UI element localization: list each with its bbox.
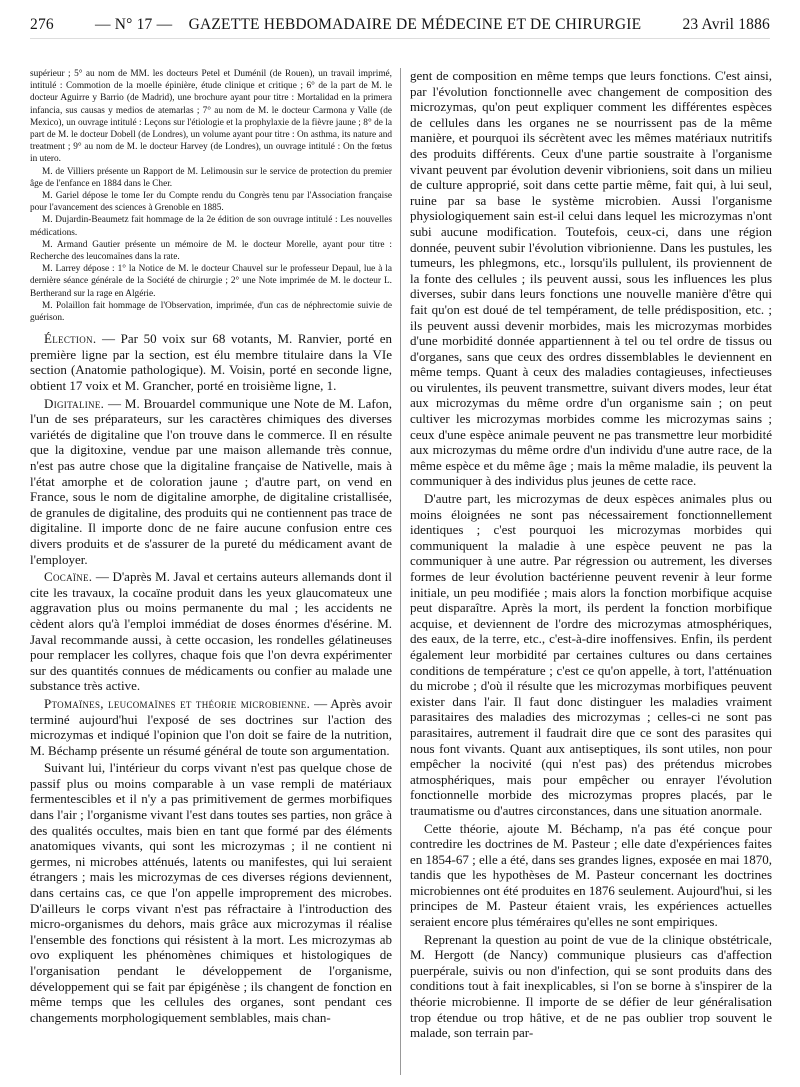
cocaine-heading: Cocaïne. bbox=[44, 569, 93, 585]
notice-paragraph: M. Larrey dépose : 1° la Notice de M. le docteur Chauvel sur le professeur Depaul, lue à la dernière séance générale de la Société de chirurgie ; 2° une Note imprimée de M. le docteur L. Bertherand sur la rage en Algérie. bbox=[30, 264, 392, 299]
election-text: — Par 50 voix sur 68 votants, M. Ranvier, porté en première ligne par la section, est élu membre titulaire dans la VIe section (Anatomie pathologique). M. Voisin, porté en seconde ligne, obtient 17 voix et M. Grancher, porté en troisième ligne, 1. bbox=[30, 331, 392, 394]
academy-notices bbox=[30, 68, 392, 324]
digitaline-section bbox=[30, 396, 392, 568]
right-column bbox=[410, 68, 772, 1075]
page-header bbox=[30, 8, 770, 39]
election-section bbox=[30, 331, 392, 393]
notice-paragraph: M. Polaillon fait hommage de l'Observation, imprimée, d'un cas de néphrectomie suivie de guérison. bbox=[30, 300, 392, 324]
digitaline-text: — M. Brouardel communique une Note de M. Lafon, l'un de ses préparateurs, sur les caractères chimiques des diverses variétés de digitaline que l'on trouve dans le commerce. Il en résulte que la digitoxine, vendue par une maison allemande très connue, n'est pas autre chose que la digitaline française de Nativelle, mais à l'état amorphe et de coloration jaune ; d'autre part, on vend en France, sous le nom de digitaline amorphe, de digitaline cristallisée, de granules de digitaline, des produits qui ne contiennent pas trace de digitaline. Il importe donc de ne faire aucune confusion entre ces divers produits et de s'assurer de la pureté du médicament avant de l'employer. bbox=[30, 395, 392, 567]
body-paragraph: gent de composition en même temps que leurs fonctions. C'est ainsi, par l'évolution fonctionnelle avec changement de composition des microzymas, qu'on peut expliquer comment les différentes espèces de cellules dans les organes ne se nourrissent pas de la même manière, et pourquoi ils sécrètent avec les mêmes matériaux nutritifs des produits différents. Ceux d'une partie soustraite à l'organisme vivant peuvent par évolution devenir vibrioniens, soit dans un milieu de culture approprié, soit dans cette partie même, fait qui, à lui seul, ruine par sa base le système microbien. Aussi l'organisme physiologiquement sain est-il celui dans lequel les microzymas n'ont subi aucune modification. Toutefois, ceux-ci, dans une région donnée, peuvent subir l'évolution vibrionienne. Dans les pustules, les tumeurs, les phlegmons, etc., lorsqu'ils pullulent, ils proviennent de la fonte des cellules ; ils peuvent aussi, sous les influences les plus diverses, subir dans leurs fonctions une nouvelle manière d'être qui fait qu'on est doué de tel tempérament, de telle prédisposition, etc. ; ils peuvent aussi devenir morbides, mais les microzymas morbides d'une morbidité donnée appartiennent à tel ou tel ordre de tissus ou d'organes, sans que ceux des ordres dissemblables le deviennent en même temps. Quant à ceux des maladies contagieuses, infectieuses ou virulentes, ils peuvent transmettre, suivant divers modes, leur état aux microzymas du même ordre d'un organisme sain ; on peut cultiver les microzymas morbides comme les microzymas sains ; ceux d'une espèce animale peuvent ne pas transmettre leur morbidité aux microzymas du même ordre d'un individu d'une autre race, de la même espèce et du même âge ; mais la même maladie, ils peuvent la communiquer à des individus plus jeunes de cette race. bbox=[410, 68, 772, 489]
page-number: 276 bbox=[30, 16, 54, 33]
journal-title-line bbox=[54, 16, 683, 34]
notice-paragraph: M. Armand Gautier présente un mémoire de M. le docteur Morelle, ayant pour titre : Recherche des leucomaïnes dans la rate. bbox=[30, 239, 392, 263]
journal-title: GAZETTE HEBDOMADAIRE DE MÉDECINE ET DE CHIRURGIE bbox=[188, 16, 642, 33]
notice-paragraph: M. de Villiers présente un Rapport de M. Lelimousin sur le service de protection du premier âge de l'enfance en 1884 dans le Cher. bbox=[30, 166, 392, 189]
notice-paragraph: supérieur ; 5° au nom de MM. les docteurs Petel et Duménil (de Rouen), un travail imprimé, intitulé : Commotion de la moelle épinière, étude clinique et critique ; 6° de la part de M. le docteur Aguirre y Barrio (de Madrid), une brochure ayant pour titre : Mortalidad en la primera infancia, sus causas y medios de atemarlas ; 7° au nom de M. le docteur Carmona y Valle (de Mexico), un ouvrage intitulé : Leçons sur l'étiologie et la prophylaxie de la fièvre jaune ; 8° de la part de M. le docteur Dobell (de Londres), un volume ayant pour titre : On asthma, its nature and treatment ; 9° au nom de M. le docteur Harvey (de Londres), un ouvrage intitulé : On the fœtus in utero. bbox=[30, 69, 392, 165]
issue-number: — N° 17 — bbox=[94, 16, 173, 33]
election-heading: Élection. bbox=[44, 331, 97, 347]
digitaline-heading: Digitaline. bbox=[44, 395, 105, 411]
body-paragraph: Reprenant la question au point de vue de la clinique obstétricale, M. Hergott (de Nancy) communique plusieurs cas d'affection puerpérale, suivis ou non d'infection, qui se sont produits dans des conditions tout à fait inexplicables, si l'on se borne à s'inspirer de la théorie microbienne. Il importe de se défier de leur généralisation trop étendue ou trop hâtive, et de ne pas oublier trop souvent le malade, son terrain par- bbox=[410, 931, 772, 1041]
notice-paragraph: M. Gariel dépose le tome Ier du Compte rendu du Congrès tenu par l'Association française pour l'avancement des sciences à Grenoble en 1885. bbox=[30, 191, 392, 214]
issue-date: 23 Avril 1886 bbox=[682, 16, 770, 33]
ptomaines-paragraph-2: Suivant lui, l'intérieur du corps vivant n'est pas quelque chose de passif plus ou moins comparable à un vase rempli de matériaux fermentescibles et il n'y a pas primitivement de germes morbifiques dans l'air ; l'organisme vivant l'est dans toutes ses parties, non grâce à des qualités occultes, mais bien en tant que formé par des éléments anatomiques vivants, qui sont les microzymas ; il ne contient ni germes, ni microbes atténués, latents ou manifestes, qui lui seraient étrangers ; mais les microzymas de ces diverses régions deviennent, dans certains cas, ce que l'on appelle improprement des microbes. D'ailleurs le corps vivant n'est pas réfractaire à l'introduction des micro-organismes du dehors, mais grâce aux microzymas il réalise l'ensemble des fonctions qui résistent à la mort. Les microzymas ab ovo expliquent les phénomènes chimiques et histologiques de l'organisation pendant le développement de l'organisme, développement qui se fait par épigénèse ; ils changent de fonction en même temps que les cellules des organes, sont pendant ces changements morphologiquement semblables, mais chan- bbox=[30, 760, 392, 1025]
cocaine-text: — D'après M. Javal et certains auteurs allemands dont il cite les travaux, la cocaïne produit dans les yeux glaucomateux une aggravation plus ou moins permanente du mal ; les accidents ne cèdent alors qu'à l'emploi immédiat de doses énormes d'ésérine. M. Javal recommande aussi, à cette occasion, les rondelles gélatineuses pour remplacer les collyres, chaque fois que l'on devra expérimenter sur des quantités connues de médicaments ou confier au malade une substance très active. bbox=[30, 569, 392, 694]
cocaine-section bbox=[30, 569, 392, 694]
ptomaines-section bbox=[30, 696, 392, 758]
left-column bbox=[30, 68, 392, 1075]
ptomaines-heading: Ptomaïnes, leucomaïnes et théorie microbienne. bbox=[44, 695, 311, 711]
ptomaines-text: — Après avoir terminé aujourd'hui l'exposé de ses doctrines sur l'action des microzymas et indiqué l'opinion que l'on doit se faire de la nutrition, M. Béchamp présente un résumé général de toute son argumentation. bbox=[30, 695, 392, 758]
column-divider bbox=[400, 68, 401, 1075]
body-paragraph: D'autre part, les microzymas de deux espèces animales plus ou moins éloignées ne sont pas nécessairement fonctionnellement identiques ; c'est pourquoi les microzymas morbides qui communiquent la maladie à une espèce peuvent ne pas la communiquer à une autre. Par régression ou autrement, les diverses formes de leur évolution bactérienne peuvent revenir à leur forme initiale, un peu modifiée ; mais alors la fonction morbifique acquise peut disparaître. Après la mort, ils perdent la fonction morbifique acquise, et deviennent de l'ordre des microzymas atmosphériques, des eaux, de la terre, etc., c'est-à-dire inoffensives. Enfin, ils perdent également leur morbidité par certaines cultures ou dans certaines conditions de température ; c'est ce qu'on appelle, à tort, l'atténuation du microbe ; d'où il résulte que les microzymas morbifiques peuvent exister dans l'air. Il faut donc distinguer les maladies vraiment parasitaires des maladies des microzymas ; celles-ci ne sont pas parasitaires, autrement il faudrait dire que ce sont des parasites qui nous font vivants. Quant aux antiseptiques, ils sont utiles, non pour empêcher la nocivité (qui n'est pas) des prétendus microbes atmosphériques, mais pour empêcher ou enrayer l'évolution fonctionnelle morbide des microzymas propres placés, par le traumatisme ou d'autres circonstances, dans une situation anormale. bbox=[410, 491, 772, 818]
notice-paragraph: M. Dujardin-Beaumetz fait hommage de la 2e édition de son ouvrage intitulé : Les nouvelles médications. bbox=[30, 215, 392, 238]
body-paragraph: Cette théorie, ajoute M. Béchamp, n'a pas été conçue pour contredire les doctrines de M. Pasteur ; elle date d'expériences faites en 1854-67 ; elle a été, dans ses grandes lignes, exposée en mai 1870, tandis que les hypothèses de M. Pasteur concernant les doctrines microbiennes ont été produites en 1876 seulement. Aujourd'hui, si les principes de M. Pasteur étaient vrais, les expériences actuelles seraient encore plus téméraires qu'elles ne sont empiriques. bbox=[410, 820, 772, 930]
